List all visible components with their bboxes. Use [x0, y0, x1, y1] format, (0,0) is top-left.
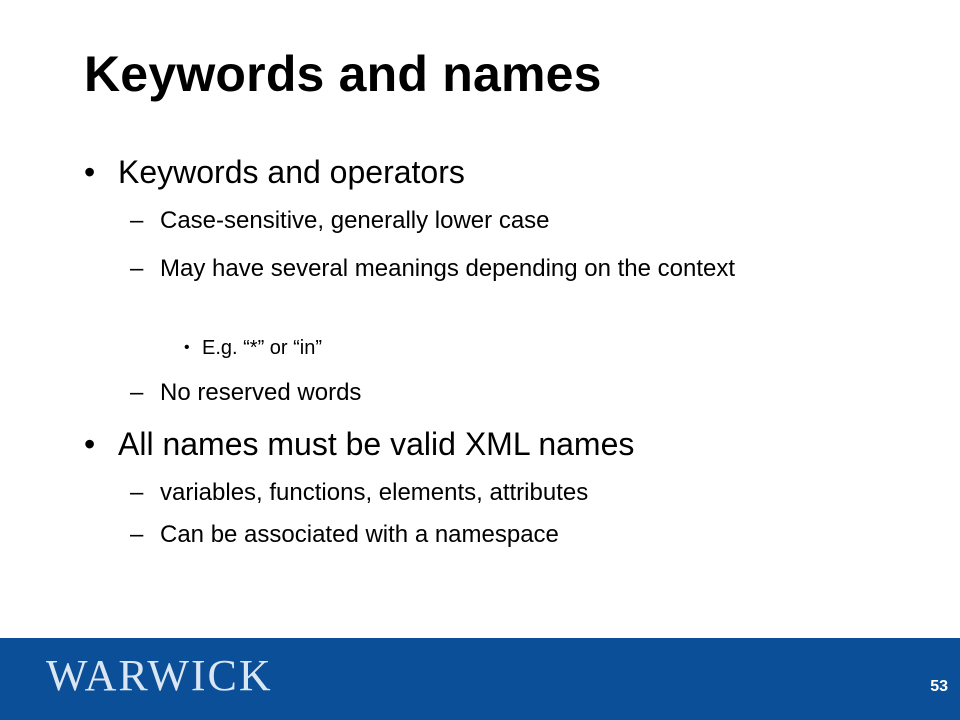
dash-marker: – — [130, 479, 144, 506]
bullet-marker: • — [84, 154, 96, 190]
sub-sub-bullet-text: E.g. “*” or “in” — [202, 337, 323, 359]
warwick-logo: WARWICK — [46, 651, 273, 700]
sub-bullet-text: variables, functions, elements, attributes — [160, 479, 589, 506]
sub-bullet-text: Case-sensitive, generally lower case — [160, 207, 550, 234]
dash-marker: – — [130, 521, 144, 548]
sub-bullet-text: Can be associated with a namespace — [160, 521, 559, 548]
dash-marker: – — [130, 255, 144, 282]
page-number: 53 — [930, 678, 948, 695]
bullet-marker: • — [184, 339, 190, 356]
sub-bullet-text: No reserved words — [160, 379, 362, 406]
footer-bar — [0, 638, 960, 720]
dash-marker: – — [130, 207, 144, 234]
slide-title: Keywords and names — [84, 46, 602, 102]
bullet-text: Keywords and operators — [118, 154, 465, 190]
bullet-text: All names must be valid XML names — [118, 426, 635, 462]
dash-marker: – — [130, 379, 144, 406]
bullet-marker: • — [84, 426, 96, 462]
sub-bullet-text: May have several meanings depending on the context — [160, 255, 736, 282]
